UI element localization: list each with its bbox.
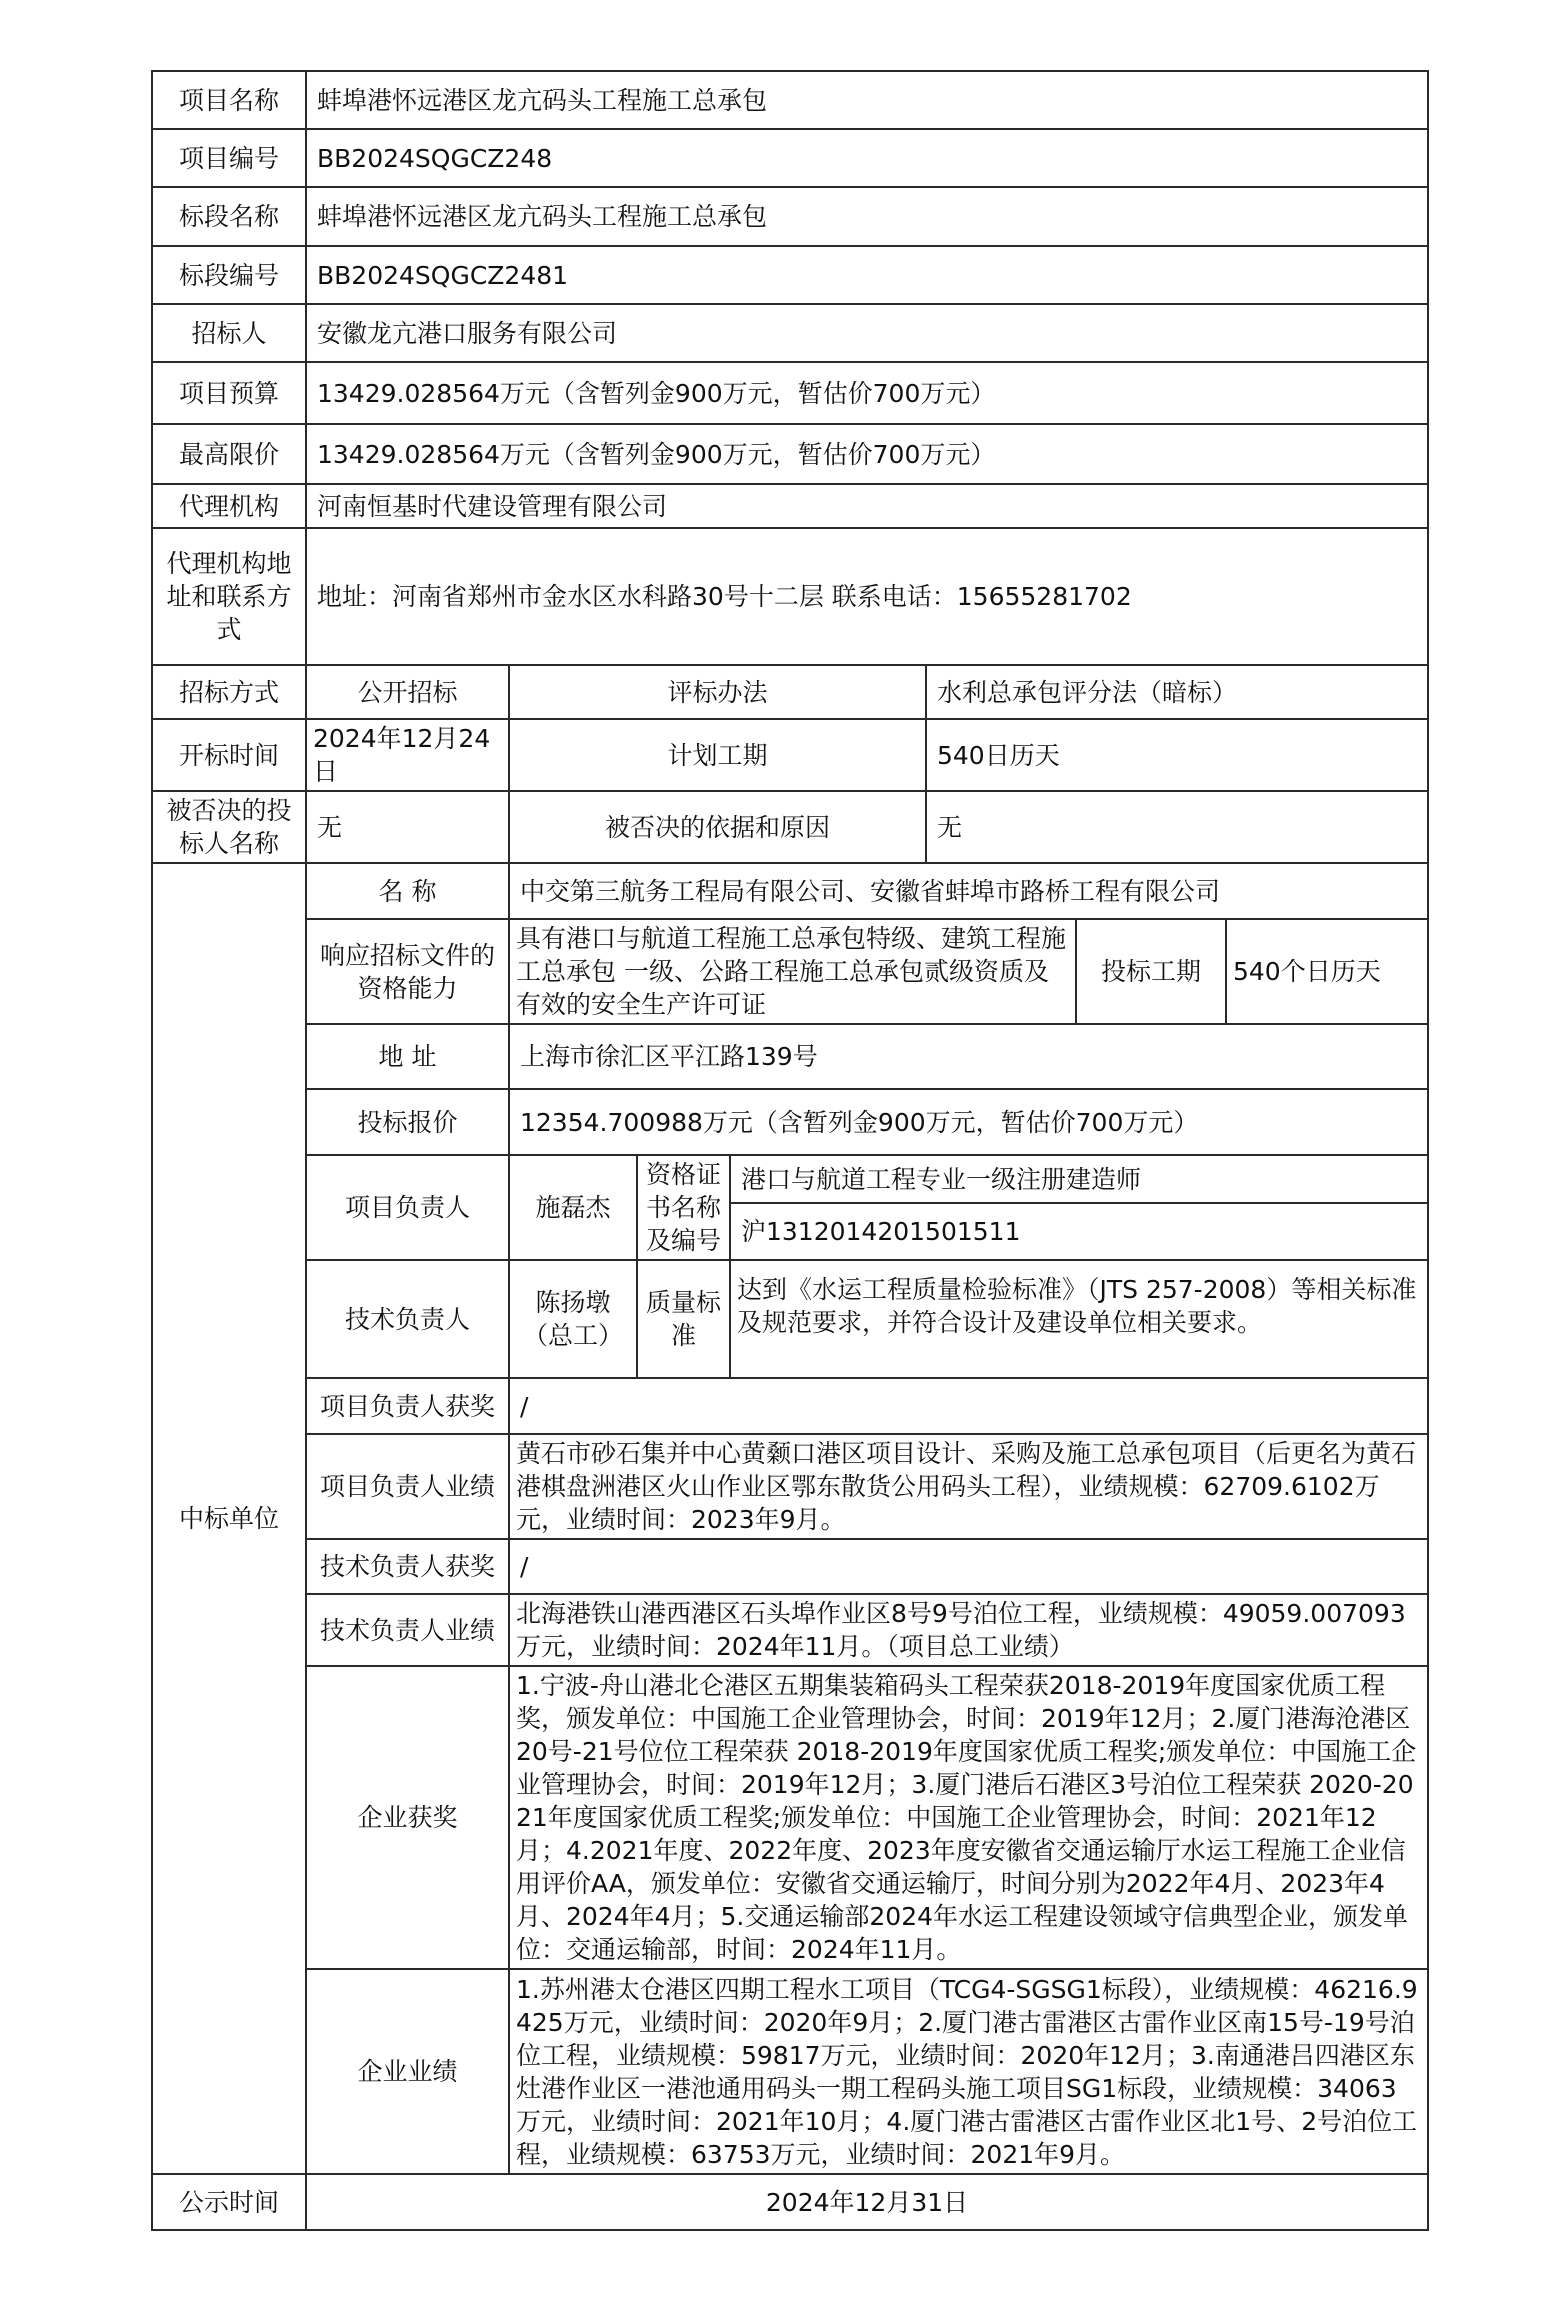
section-name-label: 标段名称 [152, 187, 306, 246]
row-winner-addr [152, 1024, 1428, 1089]
row-tech-award [152, 1539, 1428, 1594]
pm-award-value: / [509, 1378, 1428, 1434]
co-award-value: 1.宁波-舟山港北仑港区五期集装箱码头工程荣获2018-2019年度国家优质工程奖，颁发单位：中国施工企业管理协会，时间：2019年12月；2.厦门港海沧港区 20号-21号位位工程荣获 2018-2019年度国家优质工程奖;颁发单位：中国施工企业管理协会，时间：2019年12月；3.厦门港后石港区3号泊位工程荣获 2020-2021年度国家优质工程奖;颁发单位：中国施工企业管理协会，时间：2021年12月；4.2021年度、2022年度、2023年度安徽省交通运输厅水运工程施工企业信用评价AA，颁发单位：安徽省交通运输厅，时间分别为2022年4月、2023年4月、2024年4月；5.交通运输部2024年水运工程建设领域守信典型企业，颁发单位：交通运输部，时间：2024年11月。 [509, 1666, 1428, 1969]
row-project-name [152, 71, 1428, 129]
row-tech-perf [152, 1594, 1428, 1666]
publicity-label: 公示时间 [152, 2174, 306, 2230]
row-section-no [152, 246, 1428, 304]
bid-period-label: 投标工期 [1076, 919, 1226, 1024]
open-time-value: 2024年12月24日 [306, 719, 509, 791]
plan-period-value: 540日历天 [926, 719, 1428, 791]
project-no-value: BB2024SQGCZ248 [306, 129, 1428, 187]
row-pm [152, 1155, 1428, 1203]
row-pm-award [152, 1378, 1428, 1434]
row-publicity [152, 2174, 1428, 2230]
winner-name-value: 中交第三航务工程局有限公司、安徽省蚌埠市路桥工程有限公司 [509, 863, 1428, 919]
tech-value: 陈扬墩（总工） [509, 1260, 637, 1378]
quality-value: 达到《水运工程质量检验标准》（JTS 257-2008）等相关标准及规范要求，并符合设计及建设单位相关要求。 [730, 1260, 1428, 1378]
budget-value: 13429.028564万元（含暂列金900万元，暂估价700万元） [306, 362, 1428, 424]
winner-name-label: 名 称 [306, 863, 509, 919]
bid-method-label: 招标方式 [152, 665, 306, 719]
row-winner-qual [152, 919, 1428, 1024]
tech-award-value: / [509, 1539, 1428, 1594]
row-section-name [152, 187, 1428, 246]
row-winner-name [152, 863, 1428, 919]
bid-price-value: 12354.700988万元（含暂列金900万元，暂估价700万元） [509, 1089, 1428, 1155]
publicity-value: 2024年12月31日 [306, 2174, 1428, 2230]
project-name-label: 项目名称 [152, 71, 306, 129]
cert-no-value: 沪1312014201501511 [730, 1203, 1428, 1260]
plan-period-label: 计划工期 [509, 719, 926, 791]
row-agency [152, 484, 1428, 528]
bid-method-value: 公开招标 [306, 665, 509, 719]
reject-reason-label: 被否决的依据和原因 [509, 791, 926, 863]
eval-method-value: 水利总承包评分法（暗标） [926, 665, 1428, 719]
tenderer-value: 安徽龙亢港口服务有限公司 [306, 304, 1428, 362]
co-perf-label: 企业业绩 [306, 1969, 509, 2174]
quality-label: 质量标准 [637, 1260, 730, 1378]
tech-perf-value: 北海港铁山港西港区石头埠作业区8号9号泊位工程，业绩规模：49059.007093万元，业绩时间：2024年11月。（项目总工业绩） [509, 1594, 1428, 1666]
pm-value: 施磊杰 [509, 1155, 637, 1260]
row-tenderer [152, 304, 1428, 362]
cert-label: 资格证书名称及编号 [637, 1155, 730, 1260]
project-name-value: 蚌埠港怀远港区龙亢码头工程施工总承包 [306, 71, 1428, 129]
row-co-perf [152, 1969, 1428, 2174]
tech-label: 技术负责人 [306, 1260, 509, 1378]
row-open-time [152, 719, 1428, 791]
cert-name-value: 港口与航道工程专业一级注册建造师 [730, 1155, 1428, 1203]
row-project-no [152, 129, 1428, 187]
row-max-price [152, 424, 1428, 484]
bid-price-label: 投标报价 [306, 1089, 509, 1155]
pm-award-label: 项目负责人获奖 [306, 1378, 509, 1434]
bid-result-table [151, 70, 1429, 2231]
row-budget [152, 362, 1428, 424]
tenderer-label: 招标人 [152, 304, 306, 362]
section-no-label: 标段编号 [152, 246, 306, 304]
rejected-value: 无 [306, 791, 509, 863]
winner-addr-value: 上海市徐汇区平江路139号 [509, 1024, 1428, 1089]
winner-group-label: 中标单位 [152, 863, 306, 2174]
row-bid-method [152, 665, 1428, 719]
row-pm-perf [152, 1434, 1428, 1539]
tech-perf-label: 技术负责人业绩 [306, 1594, 509, 1666]
max-price-label: 最高限价 [152, 424, 306, 484]
pm-perf-value: 黄石市砂石集并中心黄颡口港区项目设计、采购及施工总承包项目（后更名为黄石港棋盘洲港区火山作业区鄂东散货公用码头工程），业绩规模：62709.6102万元，业绩时间：2023年9月。 [509, 1434, 1428, 1539]
agency-value: 河南恒基时代建设管理有限公司 [306, 484, 1428, 528]
pm-label: 项目负责人 [306, 1155, 509, 1260]
winner-qual-label: 响应招标文件的资格能力 [306, 919, 509, 1024]
rejected-label: 被否决的投标人名称 [152, 791, 306, 863]
open-time-label: 开标时间 [152, 719, 306, 791]
budget-label: 项目预算 [152, 362, 306, 424]
section-no-value: BB2024SQGCZ2481 [306, 246, 1428, 304]
row-tech [152, 1260, 1428, 1378]
agency-label: 代理机构 [152, 484, 306, 528]
row-co-award [152, 1666, 1428, 1969]
winner-addr-label: 地 址 [306, 1024, 509, 1089]
eval-method-label: 评标办法 [509, 665, 926, 719]
co-award-label: 企业获奖 [306, 1666, 509, 1969]
max-price-value: 13429.028564万元（含暂列金900万元，暂估价700万元） [306, 424, 1428, 484]
co-perf-value: 1.苏州港太仓港区四期工程水工项目（TCG4-SGSG1标段），业绩规模：46216.9425万元，业绩时间：2020年9月；2.厦门港古雷港区古雷作业区南15号-19号泊位工程，业绩规模：59817万元，业绩时间：2020年12月；3.南通港吕四港区东灶港作业区一港池通用码头一期工程码头施工项目SG1标段，业绩规模：34063万元，业绩时间：2021年10月；4.厦门港古雷港区古雷作业区北1号、2号泊位工程，业绩规模：63753万元，业绩时间：2021年9月。 [509, 1969, 1428, 2174]
bid-period-value: 540个日历天 [1226, 919, 1428, 1024]
agency-contact-value: 地址：河南省郑州市金水区水科路30号十二层 联系电话：15655281702 [306, 528, 1428, 665]
agency-contact-label: 代理机构地址和联系方式 [152, 528, 306, 665]
pm-perf-label: 项目负责人业绩 [306, 1434, 509, 1539]
winner-qual-value: 具有港口与航道工程施工总承包特级、建筑工程施工总承包 一级、公路工程施工总承包贰级资质及有效的安全生产许可证 [509, 919, 1076, 1024]
section-name-value: 蚌埠港怀远港区龙亢码头工程施工总承包 [306, 187, 1428, 246]
tech-award-label: 技术负责人获奖 [306, 1539, 509, 1594]
project-no-label: 项目编号 [152, 129, 306, 187]
row-rejected [152, 791, 1428, 863]
row-winner-price [152, 1089, 1428, 1155]
reject-reason-value: 无 [926, 791, 1428, 863]
row-agency-contact [152, 528, 1428, 665]
